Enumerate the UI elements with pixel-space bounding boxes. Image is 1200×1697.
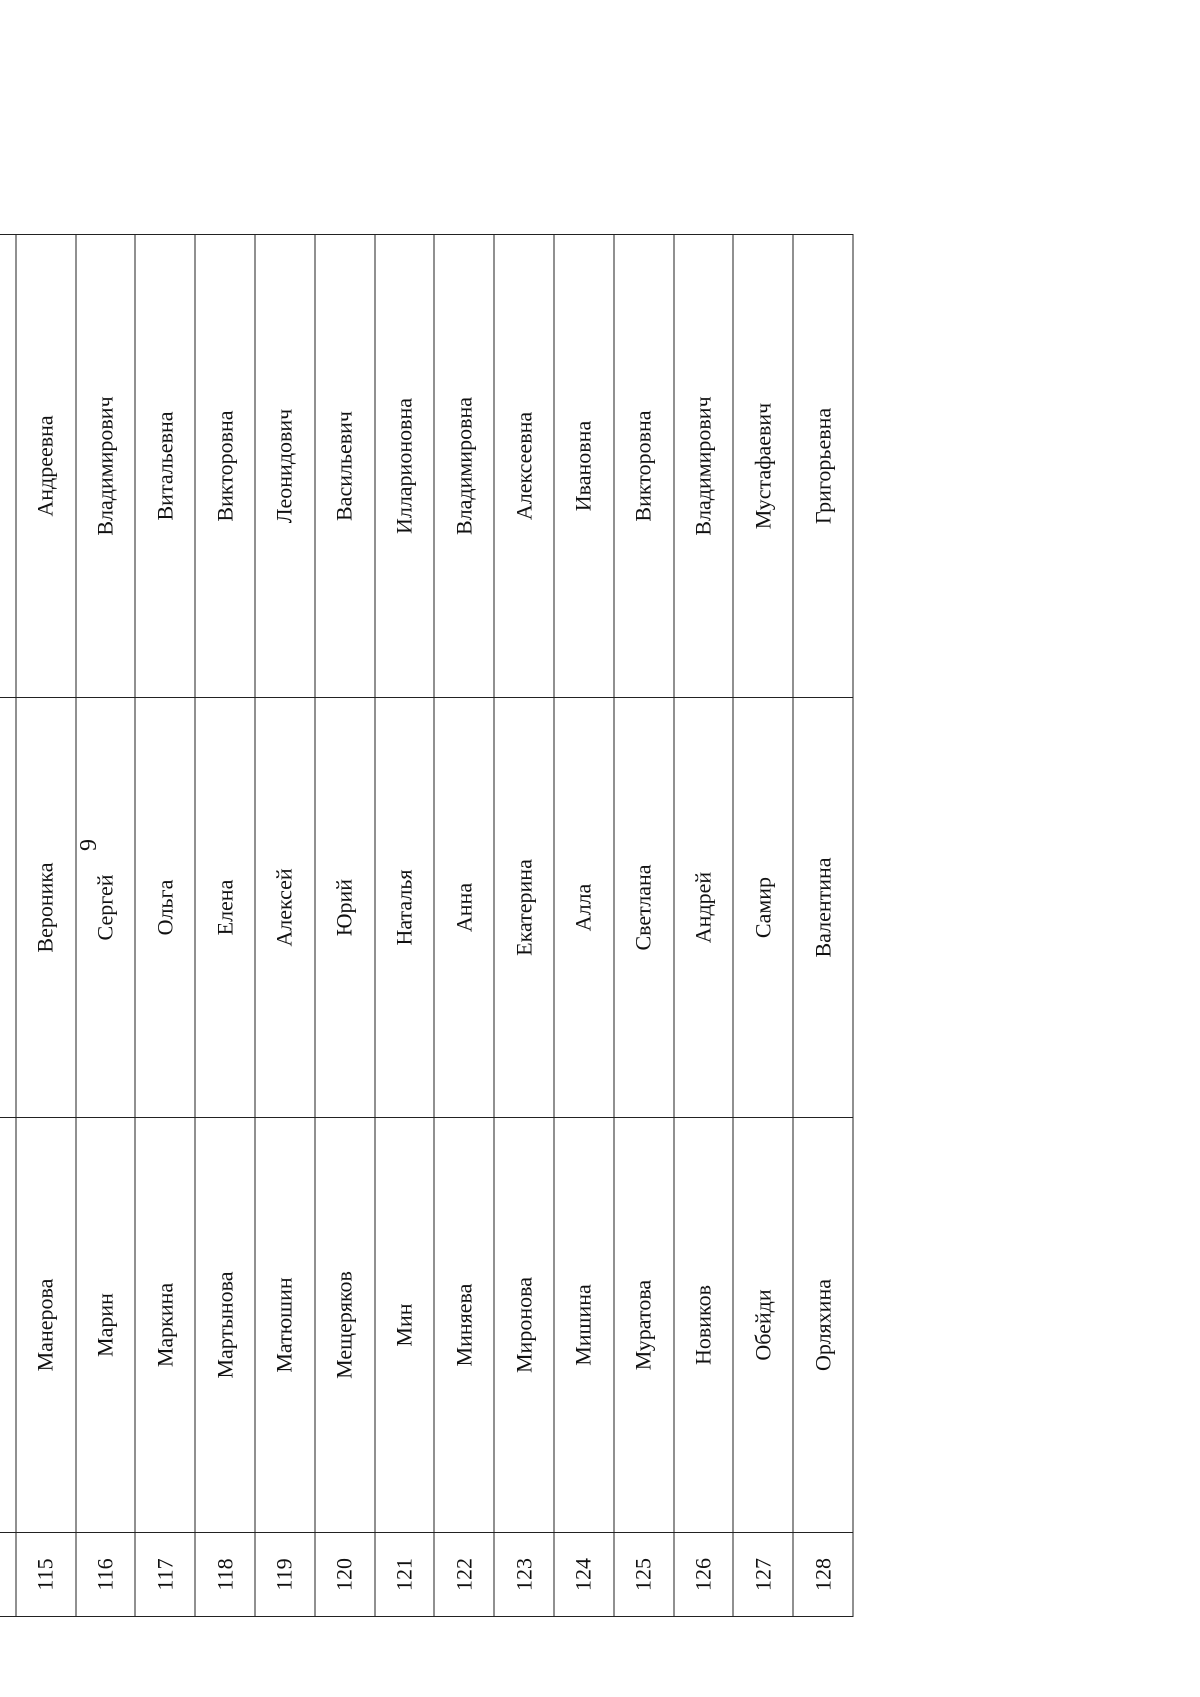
table-row <box>434 235 494 1617</box>
table-row <box>494 235 554 1617</box>
cell-last-name: Мартынова <box>195 1118 255 1533</box>
cell-last-name: Матюшин <box>255 1118 315 1533</box>
cell-first-name: Светлана <box>614 698 674 1118</box>
cell-last-name: Манерова <box>16 1118 76 1533</box>
cell-number: 116 <box>76 1533 136 1617</box>
cell-patronymic: Алексеевна <box>494 235 554 698</box>
cell-first-name: Елена <box>195 698 255 1118</box>
cell-last-name: Маркина <box>135 1118 195 1533</box>
cell-patronymic: Викторовна <box>195 235 255 698</box>
cell-last-name: Мин <box>375 1118 435 1533</box>
cell-number: 123 <box>494 1533 554 1617</box>
cell-first-name: Андрей <box>674 698 734 1118</box>
cell-patronymic: Витальевна <box>135 235 195 698</box>
cell-patronymic: Андреевна <box>16 235 76 698</box>
table-row <box>255 235 315 1617</box>
cell-number: 119 <box>255 1533 315 1617</box>
cell-number: 128 <box>793 1533 853 1617</box>
cell-number <box>0 1533 16 1617</box>
cell-patronymic: Леонидович <box>255 235 315 698</box>
cell-number: 124 <box>554 1533 614 1617</box>
cell-patronymic: Васильевич <box>315 235 375 698</box>
cell-patronymic: Владимирович <box>674 235 734 698</box>
cell-patronymic: Викторовна <box>614 235 674 698</box>
cell-patronymic: Мустафаевич <box>733 235 793 698</box>
cell-last-name: Миняева <box>434 1118 494 1533</box>
cell-last-name: Мещеряков <box>315 1118 375 1533</box>
table-row <box>195 235 255 1617</box>
cell-first-name: Вероника <box>16 698 76 1118</box>
cell-first-name: Сергей <box>76 698 136 1118</box>
table-row <box>135 235 195 1617</box>
table-row <box>793 235 853 1617</box>
table-row <box>76 235 136 1617</box>
cell-number: 115 <box>16 1533 76 1617</box>
cell-first-name <box>0 698 16 1118</box>
cell-first-name: Валентина <box>793 698 853 1118</box>
table-row <box>674 235 734 1617</box>
cell-first-name: Анна <box>434 698 494 1118</box>
cell-number: 125 <box>614 1533 674 1617</box>
table-row <box>315 235 375 1617</box>
cell-last-name <box>0 1118 16 1533</box>
cell-number: 120 <box>315 1533 375 1617</box>
cell-last-name: Мишина <box>554 1118 614 1533</box>
table-row <box>614 235 674 1617</box>
cell-number: 127 <box>733 1533 793 1617</box>
cell-number: 126 <box>674 1533 734 1617</box>
cell-last-name: Марин <box>76 1118 136 1533</box>
cell-first-name: Алексей <box>255 698 315 1118</box>
cell-number: 117 <box>135 1533 195 1617</box>
roster-table-container <box>0 235 854 1617</box>
cell-last-name: Новиков <box>674 1118 734 1533</box>
cell-first-name: Наталья <box>375 698 435 1118</box>
cell-first-name: Екатерина <box>494 698 554 1118</box>
cell-patronymic <box>0 235 16 698</box>
table-row <box>375 235 435 1617</box>
cell-patronymic: Григорьевна <box>793 235 853 698</box>
table-row <box>554 235 614 1617</box>
cell-number: 121 <box>375 1533 435 1617</box>
cell-number: 118 <box>195 1533 255 1617</box>
cell-number: 122 <box>434 1533 494 1617</box>
cell-last-name: Обейди <box>733 1118 793 1533</box>
cell-first-name: Алла <box>554 698 614 1118</box>
cell-last-name: Муратова <box>614 1118 674 1533</box>
cell-first-name: Юрий <box>315 698 375 1118</box>
table-row <box>16 235 76 1617</box>
cell-patronymic: Илларионовна <box>375 235 435 698</box>
cell-patronymic: Владимирович <box>76 235 136 698</box>
cell-patronymic: Ивановна <box>554 235 614 698</box>
cell-patronymic: Владимировна <box>434 235 494 698</box>
table-row <box>733 235 793 1617</box>
cell-first-name: Ольга <box>135 698 195 1118</box>
table-row <box>0 235 16 1617</box>
page-number: 9 <box>76 839 102 851</box>
cell-last-name: Миронова <box>494 1118 554 1533</box>
cell-last-name: Орляхина <box>793 1118 853 1533</box>
roster-table <box>0 234 854 1617</box>
cell-first-name: Самир <box>733 698 793 1118</box>
